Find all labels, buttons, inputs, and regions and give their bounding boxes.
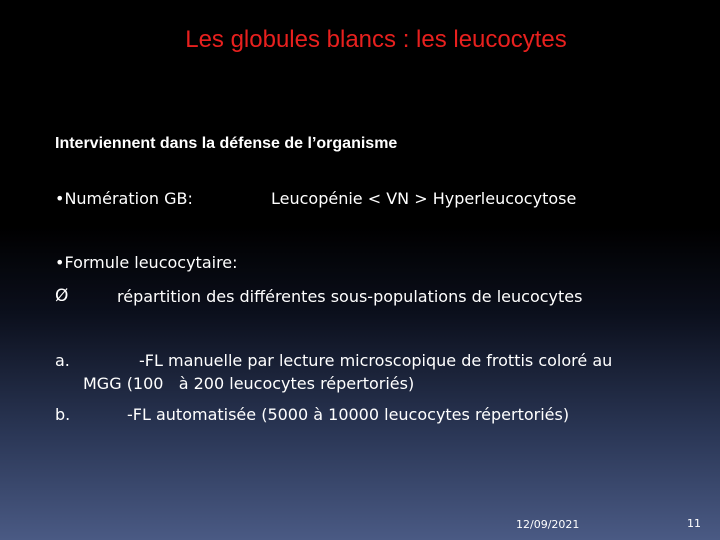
slide-title: Les globules blancs : les leucocytes — [185, 26, 567, 53]
numeration-label: •Numération GB: — [55, 189, 193, 208]
formule-heading: •Formule leucocytaire: — [55, 253, 238, 272]
list-item-a-line2: MGG (100 à 200 leucocytes répertoriés) — [83, 374, 415, 393]
arrow-bullet-icon: Ø — [55, 286, 69, 306]
footer-date: 12/09/2021 — [516, 518, 580, 531]
list-item-a-line1: -FL manuelle par lecture microscopique de frottis coloré au — [139, 351, 613, 370]
slide-subtitle: Interviennent dans la défense de l’organisme — [55, 135, 398, 152]
list-marker-a: a. — [55, 351, 70, 370]
page-number: 11 — [687, 517, 701, 530]
arrow-bullet-text: répartition des différentes sous-populations de leucocytes — [117, 287, 583, 306]
numeration-value: Leucopénie < VN > Hyperleucocytose — [271, 189, 577, 208]
list-item-b-text: -FL automatisée (5000 à 10000 leucocytes répertoriés) — [127, 405, 570, 424]
list-marker-b: b. — [55, 405, 71, 424]
